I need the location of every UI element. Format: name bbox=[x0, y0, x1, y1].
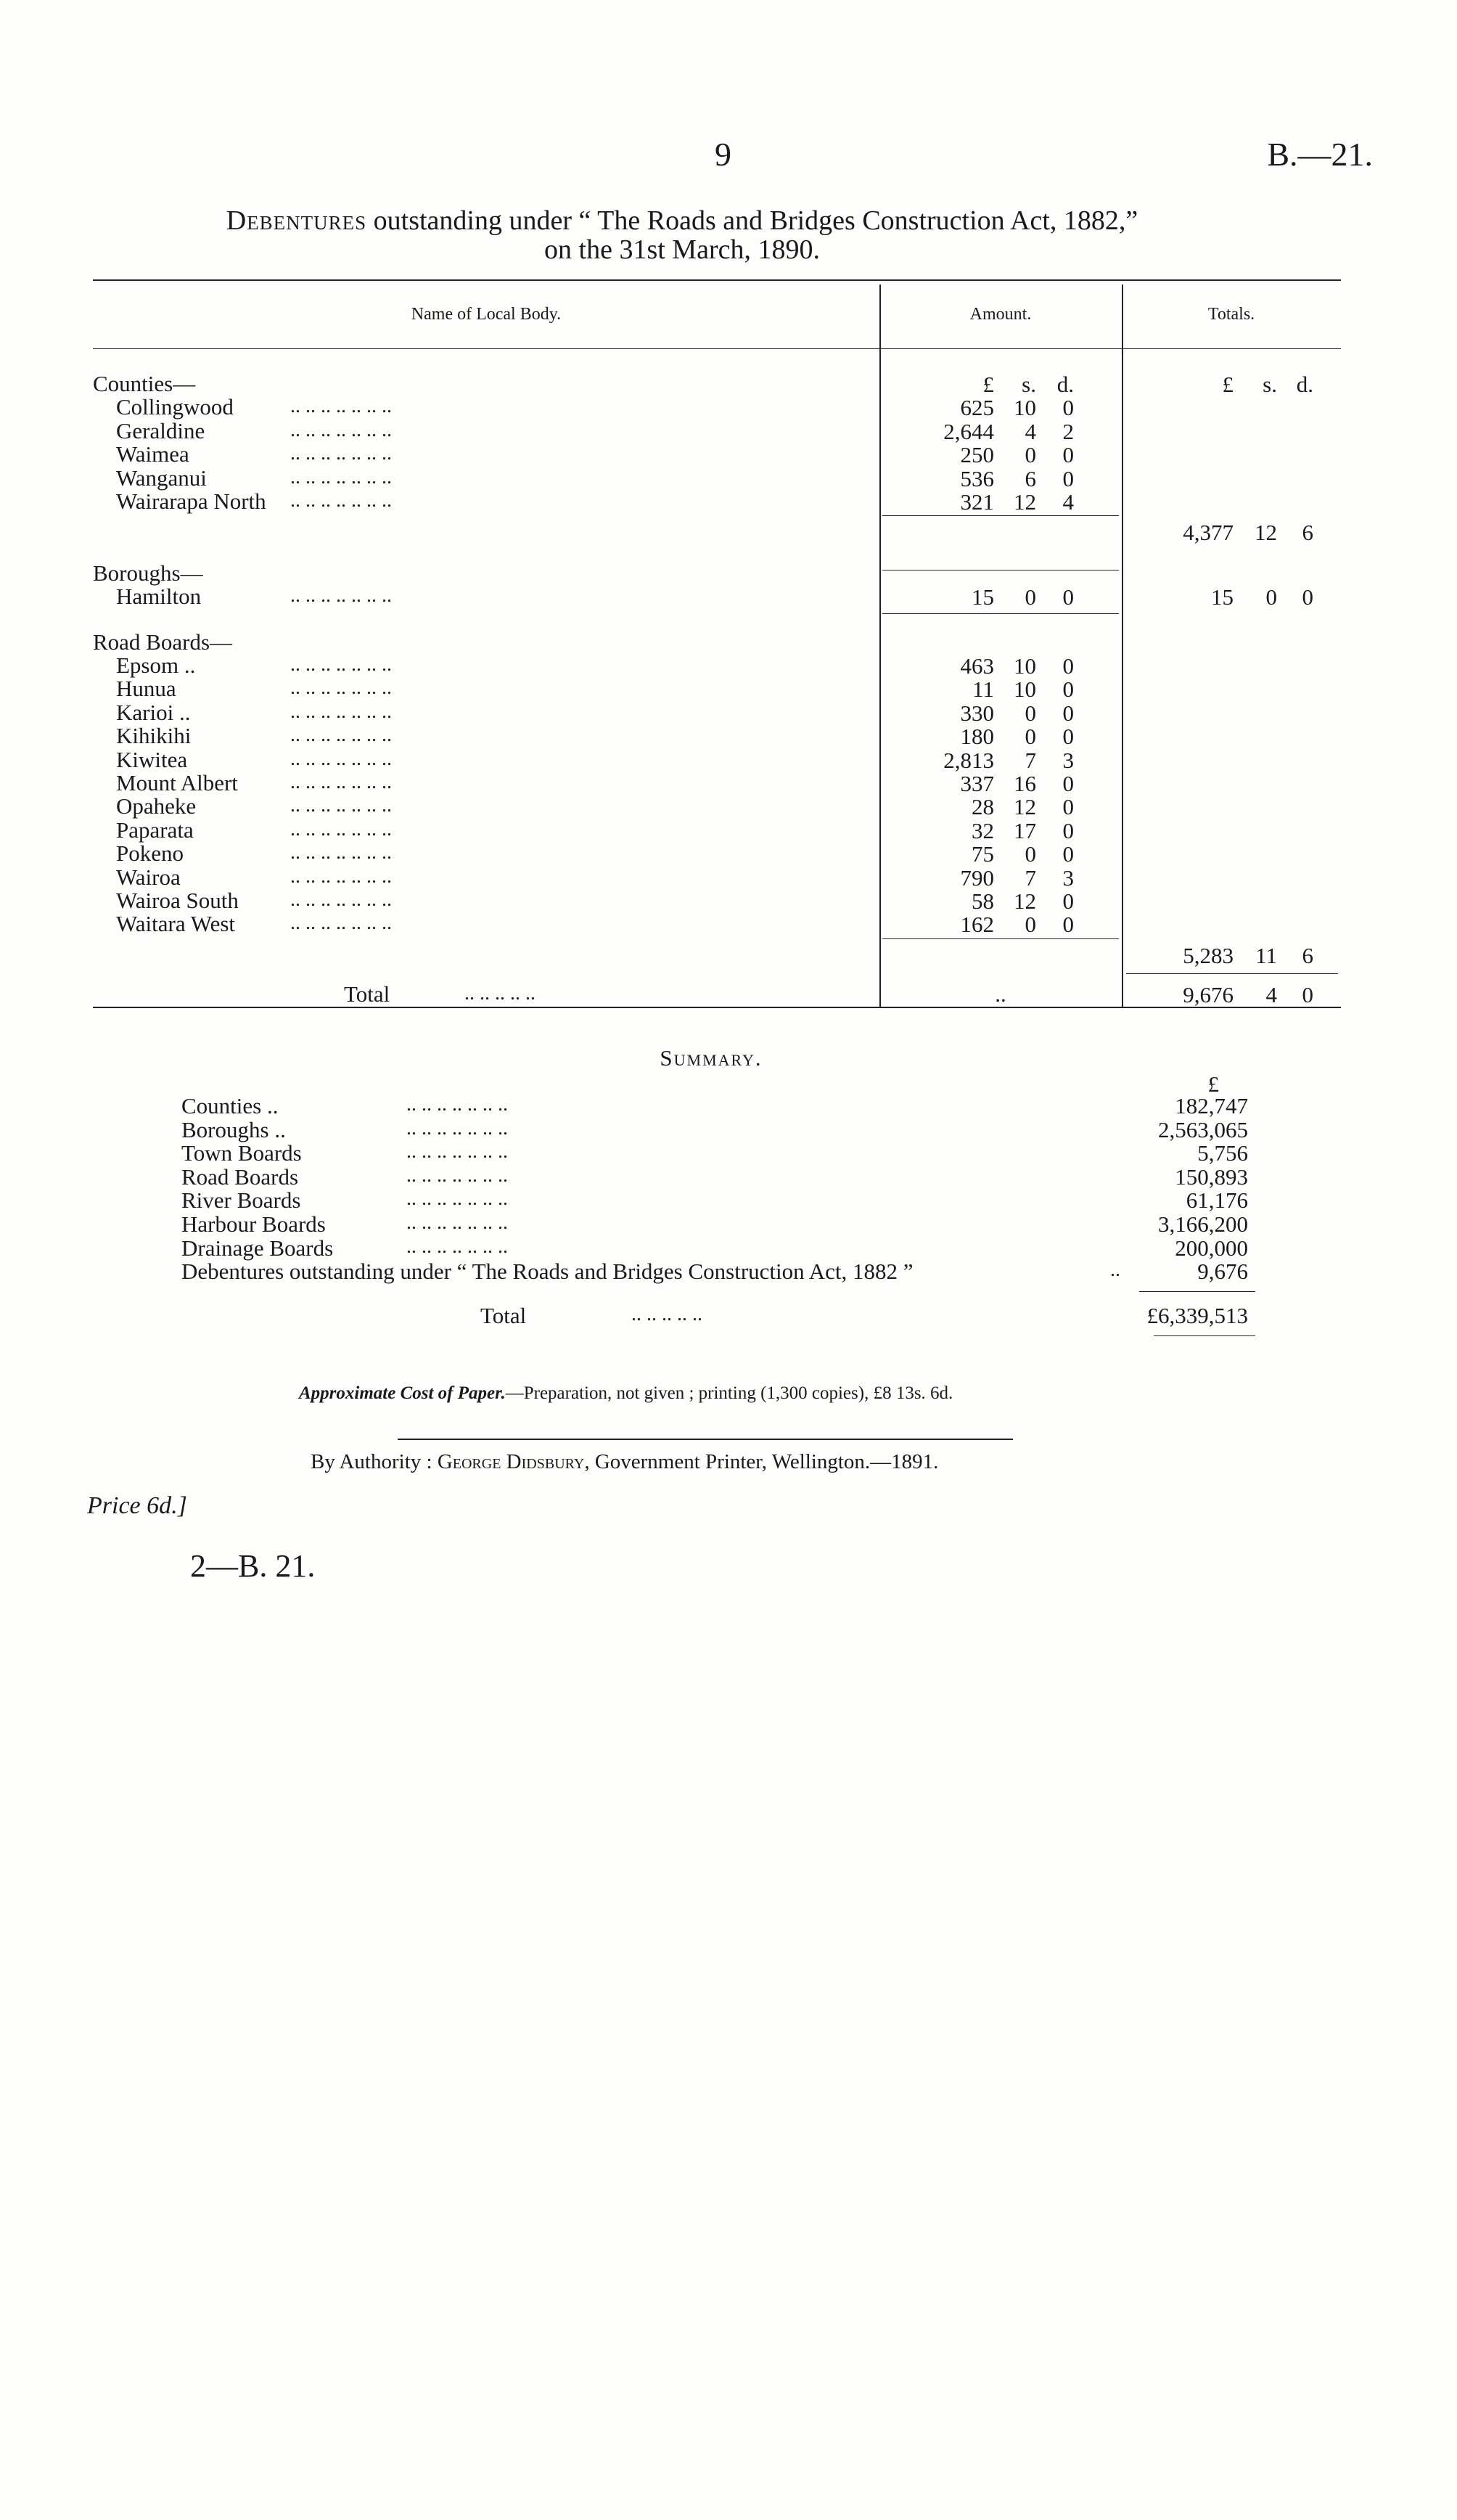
amount-shillings: 10 bbox=[1014, 395, 1036, 421]
page-number: 9 bbox=[715, 136, 731, 173]
amount-shillings: 12 bbox=[1014, 888, 1036, 914]
summary-row-label: Drainage Boards bbox=[181, 1235, 334, 1261]
amount-pounds: 15 bbox=[972, 584, 994, 610]
row-name: Kihikihi bbox=[116, 723, 192, 749]
amount-pence: 0 bbox=[1062, 841, 1074, 867]
amount-pence: 4 bbox=[1062, 489, 1074, 515]
leader-dots: .. .. .. .. .. .. .. bbox=[406, 1093, 508, 1116]
summary-row-value: 2,563,065 bbox=[1158, 1116, 1248, 1142]
signature-mark: 2—B. 21. bbox=[190, 1548, 316, 1584]
group-total-pence: 6 bbox=[1302, 520, 1313, 546]
column-header-name: Name of Local Body. bbox=[411, 305, 562, 324]
totals-pound-head: £ bbox=[1222, 372, 1234, 397]
summary-row-label: Counties .. bbox=[181, 1093, 279, 1118]
summary-total-rule bbox=[1139, 1291, 1255, 1292]
amount-pence: 0 bbox=[1062, 724, 1074, 750]
amount-pence: 0 bbox=[1062, 888, 1074, 914]
table-title-line-1 bbox=[0, 205, 1364, 237]
amount-pounds: 2,813 bbox=[943, 747, 994, 773]
leader-dots: .. .. .. .. .. .. .. bbox=[290, 771, 392, 793]
paper-cost-label: Approximate Cost of Paper. bbox=[299, 1383, 506, 1403]
group-label: Road Boards— bbox=[93, 629, 233, 655]
amount-pounds: 330 bbox=[960, 700, 994, 726]
amount-pounds: 32 bbox=[972, 817, 994, 843]
paper-cost-text: —Preparation, not given ; printing (1,300 copies), £8 13s. 6d. bbox=[505, 1383, 953, 1403]
leader-dots: .. .. .. .. .. .. .. bbox=[406, 1187, 508, 1211]
amount-pence-head: d. bbox=[1056, 372, 1074, 397]
row-name: Waimea bbox=[116, 441, 189, 467]
group-total-shillings: 12 bbox=[1255, 520, 1277, 546]
grand-total-shillings: 4 bbox=[1265, 982, 1277, 1008]
amount-shillings: 0 bbox=[1025, 700, 1036, 726]
leader-dots: .. .. .. .. .. .. .. bbox=[290, 724, 392, 747]
authority-rule bbox=[398, 1439, 1013, 1440]
authority-line bbox=[311, 1450, 938, 1474]
leader-dots: .. .. .. .. .. .. .. bbox=[406, 1140, 508, 1163]
grand-total-label: Total bbox=[344, 981, 390, 1007]
amount-subtotal-rule bbox=[882, 613, 1119, 614]
summary-row-label: Debentures outstanding under “ The Roads and Bridges Construction Act, 1882 ” bbox=[181, 1259, 914, 1285]
group-total-shillings: 0 bbox=[1265, 584, 1277, 610]
table-head-rule bbox=[93, 348, 1341, 349]
summary-row-label: River Boards bbox=[181, 1187, 301, 1214]
amount-shillings: 0 bbox=[1025, 724, 1036, 750]
row-name: Paparata bbox=[116, 817, 194, 843]
leader-dots: .. .. .. .. .. .. .. bbox=[290, 584, 392, 608]
row-name: Epsom .. bbox=[116, 652, 196, 678]
document-code: B.—21. bbox=[1267, 136, 1373, 173]
amount-shillings: 17 bbox=[1014, 817, 1036, 843]
group-label: Counties— bbox=[93, 371, 196, 396]
totals-shilling-head: s. bbox=[1263, 372, 1277, 397]
row-name: Wairoa South bbox=[116, 888, 239, 913]
amount-shillings: 0 bbox=[1025, 584, 1036, 610]
leader-dots: .. .. .. .. .. .. .. bbox=[290, 442, 392, 465]
amount-pound-head: £ bbox=[982, 372, 994, 397]
amount-shillings: 10 bbox=[1014, 676, 1036, 703]
group-total-pounds: 5,283 bbox=[1183, 942, 1234, 968]
row-name: Collingwood bbox=[116, 394, 234, 420]
leader-dots: .. .. .. .. .. .. .. bbox=[290, 888, 392, 911]
authority-printer-name: George Didsbury bbox=[437, 1450, 585, 1473]
row-name: Mount Albert bbox=[116, 770, 238, 795]
row-name: Opaheke bbox=[116, 793, 197, 819]
amount-pence: 0 bbox=[1062, 700, 1074, 726]
row-name: Wanganui bbox=[116, 465, 207, 491]
amount-pounds: 28 bbox=[972, 794, 994, 820]
leader-dots: .. .. .. .. .. .. .. bbox=[290, 912, 392, 935]
amount-pence: 0 bbox=[1062, 395, 1074, 421]
authority-prefix: By Authority : bbox=[311, 1450, 438, 1473]
amount-pence: 3 bbox=[1062, 747, 1074, 773]
row-name: Geraldine bbox=[116, 417, 205, 443]
amount-pounds: 162 bbox=[960, 912, 994, 938]
title-line1-rest: outstanding under “ The Roads and Bridges Construction Act, 1882,” bbox=[366, 205, 1138, 236]
summary-row-label: Road Boards bbox=[181, 1163, 299, 1190]
column-header-amount: Amount. bbox=[969, 305, 1032, 324]
amount-pounds: 11 bbox=[972, 676, 994, 703]
amount-pence: 0 bbox=[1062, 442, 1074, 468]
row-name: Kiwitea bbox=[116, 746, 188, 772]
summary-row-value: 182,747 bbox=[1175, 1093, 1248, 1118]
amount-shillings: 4 bbox=[1025, 418, 1036, 444]
leader-dots: .. .. .. .. .. .. .. bbox=[290, 817, 392, 840]
summary-row-label: Town Boards bbox=[181, 1140, 302, 1166]
table-divider-amount-totals bbox=[1122, 285, 1123, 1007]
summary-row-value: 3,166,200 bbox=[1158, 1211, 1248, 1237]
group-total-pounds: 15 bbox=[1211, 584, 1234, 610]
table-top-rule bbox=[93, 279, 1341, 281]
table-divider-name-amount bbox=[879, 285, 881, 1007]
amount-shillings: 16 bbox=[1014, 771, 1036, 796]
row-name: Pokeno bbox=[116, 840, 184, 867]
amount-shillings: 6 bbox=[1025, 465, 1036, 491]
amount-pence: 0 bbox=[1062, 912, 1074, 938]
amount-pence: 2 bbox=[1062, 418, 1074, 444]
amount-pounds: 75 bbox=[972, 841, 994, 867]
amount-shillings: 7 bbox=[1025, 747, 1036, 773]
leader-dots: .. .. .. .. .. .. .. bbox=[290, 700, 392, 723]
amount-pence: 0 bbox=[1062, 771, 1074, 796]
paper-cost-note bbox=[299, 1383, 953, 1404]
amount-subtotal-rule bbox=[882, 515, 1119, 516]
summary-row-value: 9,676 bbox=[1197, 1259, 1248, 1285]
group-total-pounds: 4,377 bbox=[1183, 520, 1234, 546]
summary-row-value: 150,893 bbox=[1175, 1163, 1248, 1190]
summary-total-value: £6,339,513 bbox=[1146, 1302, 1248, 1328]
amount-pounds: 180 bbox=[960, 724, 994, 750]
amount-shillings: 0 bbox=[1025, 442, 1036, 468]
leader-dots: .. .. .. .. .. .. .. bbox=[290, 841, 392, 864]
amount-pence: 0 bbox=[1062, 817, 1074, 843]
leader-dots: .. .. .. .. .. .. .. bbox=[290, 676, 392, 700]
group-label: Boroughs— bbox=[93, 560, 203, 586]
amount-pence: 0 bbox=[1062, 653, 1074, 679]
leader-dots: .. .. .. .. .. .. .. bbox=[406, 1116, 508, 1140]
leader-dots: .. bbox=[1110, 1259, 1120, 1282]
title-lead: Debentures bbox=[226, 205, 367, 236]
group-total-pence: 6 bbox=[1302, 942, 1313, 968]
leader-dots: .. .. .. .. .. .. .. bbox=[406, 1163, 508, 1187]
leader-dots: .. .. .. .. .. .. .. bbox=[290, 653, 392, 676]
group-total-pence: 0 bbox=[1302, 584, 1313, 610]
row-name: Hunua bbox=[116, 676, 176, 702]
summary-row-value: 5,756 bbox=[1197, 1140, 1248, 1166]
column-header-totals: Totals. bbox=[1207, 305, 1255, 324]
amount-shillings: 7 bbox=[1025, 864, 1036, 891]
amount-pounds: 536 bbox=[960, 465, 994, 491]
amount-pence: 0 bbox=[1062, 794, 1074, 820]
amount-pounds: 625 bbox=[960, 395, 994, 421]
amount-shillings: 12 bbox=[1014, 794, 1036, 820]
summary-row-value: 61,176 bbox=[1186, 1187, 1248, 1214]
leader-dots: .. .. .. .. .. .. .. bbox=[406, 1235, 508, 1258]
amount-pounds: 250 bbox=[960, 442, 994, 468]
leader-dots: .. .. .. .. .. .. .. bbox=[406, 1211, 508, 1234]
amount-pence: 0 bbox=[1062, 465, 1074, 491]
leader-dots: .. .. .. .. .. .. .. bbox=[290, 794, 392, 817]
leader-dots: .. .. .. .. .. bbox=[631, 1302, 702, 1325]
amount-pounds: 463 bbox=[960, 653, 994, 679]
amount-pounds: 321 bbox=[960, 489, 994, 515]
row-name: Wairarapa North bbox=[116, 488, 266, 514]
amount-shilling-head: s. bbox=[1022, 372, 1036, 397]
amount-shillings: 0 bbox=[1025, 841, 1036, 867]
amount-pence: 0 bbox=[1062, 584, 1074, 610]
leader-dots: .. .. .. .. .. .. .. bbox=[290, 418, 392, 441]
amount-shillings: 12 bbox=[1014, 489, 1036, 515]
group-total-shillings: 11 bbox=[1255, 942, 1277, 968]
totals-pence-head: d. bbox=[1296, 372, 1313, 397]
amount-shillings: 0 bbox=[1025, 912, 1036, 938]
amount-pence: 3 bbox=[1062, 864, 1074, 891]
grand-total-amount: .. bbox=[995, 981, 1006, 1007]
amount-pounds: 58 bbox=[972, 888, 994, 914]
leader-dots: .. .. .. .. .. .. .. bbox=[290, 864, 392, 888]
summary-total-label: Total bbox=[480, 1302, 527, 1328]
grand-total-pence: 0 bbox=[1302, 982, 1313, 1008]
amount-pounds: 337 bbox=[960, 771, 994, 796]
summary-double-rule bbox=[1154, 1335, 1255, 1336]
summary-row-value: 200,000 bbox=[1175, 1235, 1248, 1261]
leader-dots: .. .. .. .. .. .. .. bbox=[290, 395, 392, 418]
price-note: Price 6d.] bbox=[87, 1492, 187, 1519]
row-name: Hamilton bbox=[116, 584, 202, 610]
amount-pounds: 2,644 bbox=[943, 418, 994, 444]
summary-currency-head: £ bbox=[1207, 1071, 1219, 1097]
amount-pounds: 790 bbox=[960, 864, 994, 891]
table-bottom-rule bbox=[93, 1007, 1341, 1008]
grand-total-pounds: 9,676 bbox=[1183, 982, 1234, 1008]
amount-shillings: 10 bbox=[1014, 653, 1036, 679]
authority-rest: , Government Printer, Wellington.—1891. bbox=[584, 1450, 939, 1473]
summary-heading: Summary. bbox=[660, 1045, 763, 1071]
leader-dots: .. .. .. .. .. .. .. bbox=[290, 747, 392, 770]
amount-pence: 0 bbox=[1062, 676, 1074, 703]
summary-row-label: Boroughs .. bbox=[181, 1116, 286, 1142]
row-name: Karioi .. bbox=[116, 699, 191, 725]
summary-row-label: Harbour Boards bbox=[181, 1211, 326, 1237]
row-name: Wairoa bbox=[116, 864, 181, 890]
leader-dots: .. .. .. .. .. .. .. bbox=[290, 489, 392, 512]
leader-dots: .. .. .. .. .. bbox=[464, 982, 535, 1005]
row-name: Waitara West bbox=[116, 911, 236, 937]
table-title-line-2: on the 31st March, 1890. bbox=[544, 234, 820, 265]
amount-subtotal-rule bbox=[882, 938, 1119, 939]
leader-dots: .. .. .. .. .. .. .. bbox=[290, 465, 392, 488]
grand-total-rule bbox=[1126, 973, 1338, 974]
